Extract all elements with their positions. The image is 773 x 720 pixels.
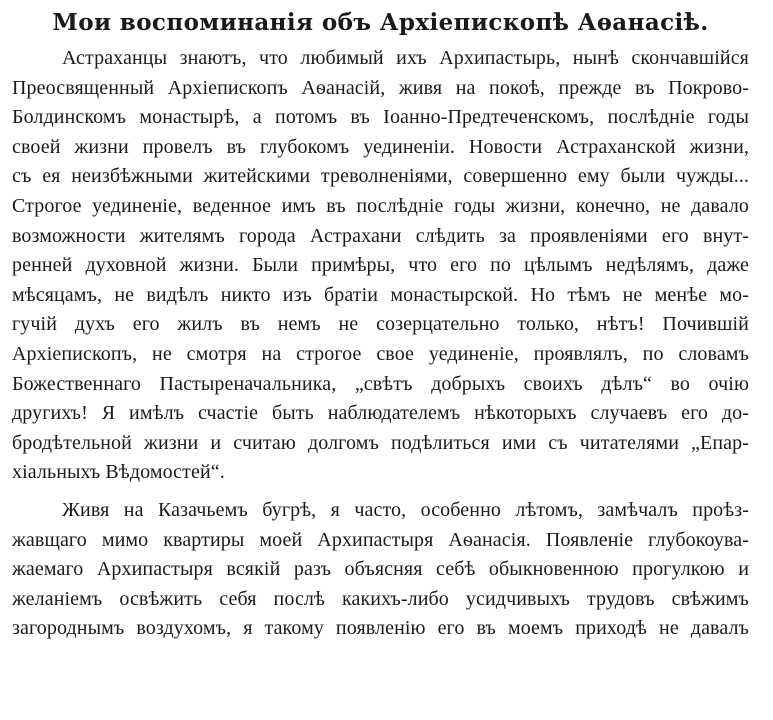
text-line: своей жизни провелъ въ глубокомъ уединеніи. Новости Астраханской жизни, [12,135,749,158]
text-line: Божественнаго Пастыреначальника, „свѣтъ добрыхъ своихъ дѣлъ“ во очію [12,372,749,395]
article-title: Мои воспоминанія объ Архіепископѣ Аѳанасіѣ. [52,9,709,36]
text-line: возможности жителямъ города Астрахани слѣдить за проявленіями его внут- [12,224,749,247]
text-line: бродѣтельной жизни и считаю долгомъ подѣлиться ими съ читателями „Епар- [12,431,749,454]
text-line: Болдинскомъ монастырѣ, а потомъ въ Іоанно-Предтеченскомъ, послѣдніе годы [12,106,749,129]
text-line: жавщаго мимо квартиры моей Архипастыря Аѳанасія. Появленіе глубокоува- [12,528,749,551]
paragraph-gap [12,488,749,496]
text-line: гучій духъ его жилъ въ немъ не созерцательно только, нѣтъ! Почившій [12,313,749,336]
text-line: Астраханцы знаютъ, что любимый ихъ Архипастырь, нынѣ скончавшійся [62,47,749,69]
text-line: другихъ! Я имѣлъ счастіе быть наблюдателемъ нѣкоторыхъ случаевъ его до- [12,402,749,425]
text-line: хіальныхъ Вѣдомостей“. [12,461,225,484]
text-line: ренней духовной жизни. Были примѣры, что его по цѣлымъ недѣлямъ, даже [12,254,749,277]
paragraph-1 [12,44,749,488]
text-line: Архіепископъ, не смотря на строгое свое уединеніе, проявлялъ, по словамъ [12,342,749,365]
text-line: съ ея неизбѣжными житейскими треволненіями, совершенно ему были чужды... [12,165,749,188]
text-line: Преосвященный Архіепископъ Аѳанасій, живя на покоѣ, прежде въ Покрово- [12,76,749,99]
text-line: загороднымъ воздухомъ, я такому появленію его въ моемъ приходѣ не давалъ [12,617,749,640]
text-line: желаніемъ освѣжить себя послѣ какихъ-либо усидчивыхъ трудовъ свѣжимъ [12,587,749,610]
paragraph-2 [12,496,749,644]
text-line: мѣсяцамъ, не видѣлъ никто изъ братіи монастырской. Но тѣмъ не менѣе мо- [12,283,749,306]
text-line: жаемаго Архипастыря всякій разъ объясняя себѣ обыкновенною прогулкою и [12,558,749,581]
text-line: Строгое уединеніе, веденное имъ въ послѣдніе годы жизни, конечно, не давало [12,194,749,217]
text-line: Живя на Казачьемъ бугрѣ, я часто, особенно лѣтомъ, замѣчалъ проѣз- [62,498,749,521]
